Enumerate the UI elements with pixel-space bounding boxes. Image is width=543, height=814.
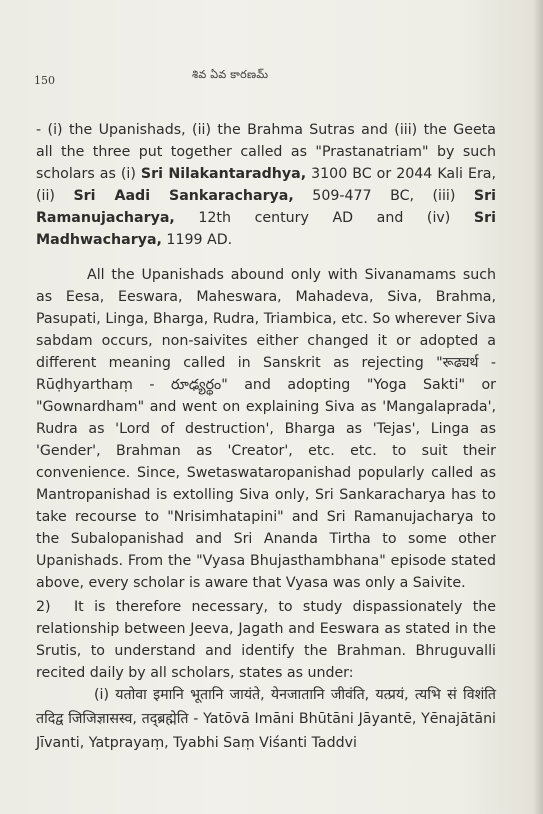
paragraph-1-text-5: 1199 AD. bbox=[161, 232, 233, 248]
paragraph-1-text-2: 3100 BC or 2044 Kali Era, (ii) bbox=[36, 166, 496, 204]
paragraph-2: All the Upanishads abound only with Sivanamams such as Eesa, Eeswara, Maheswara, Mahadeva, Siva, Brahma, Pasupati, Linga, Bharga, Rudra, Triambica, etc. So wherever Siva sabdam occurs, non-saivites either changed it or adopted a different meaning called in Sanskrit as rejecting "रूढ्यर्थ - Rūḍhyarthaṃ - రూఢ్యర్థం" and adopting "Yoga Sakti" or "Gownardham" and went on explaining Siva as 'Mangalaprada', Rudra as 'Lord of destruction', Bharga as 'Tejas', Linga as 'Gender', Brahman as 'Creator', etc. etc. to suit their convenience. Since, Swetaswataropanishad popularly called as Mantropanishad is extolling Siva only, Sri Sankaracharya has to take recourse to "Nrisimhatapini" and Sri Ramanujacharya to the Subalopanishad and Sri Ananda Tirtha to some other Upanishads. From the "Vyasa Bhujasthambhana" episode stated above, every scholar is aware that Vyasa was only a Saivite. bbox=[36, 267, 496, 591]
paragraph-3-text: It is therefore necessary, to study dispassionately the relationship between Jeeva, Jagath and Eeswara as stated in the Srutis, to understand and identify the Brahman. Bhruguvalli recited daily by all scholars, states as under: bbox=[36, 599, 496, 681]
scholar-name-2: Sri Aadi Sankaracharya, bbox=[73, 188, 294, 204]
paragraph-3 bbox=[36, 596, 496, 684]
paragraph-1-text-1: - (i) the Upanishads, (ii) the Brahma Sutras and (iii) the Geeta all the three put together called as "Prastanatriam" by such scholars as (i) bbox=[36, 122, 496, 182]
paragraph-number: 2) bbox=[36, 599, 51, 615]
paragraph-1-text-4: 12th century AD and (iv) bbox=[174, 210, 474, 226]
scholar-name-4: Sri Madhwacharya, bbox=[36, 210, 496, 248]
paragraph-1-text-3: 509-477 BC, (iii) bbox=[293, 188, 474, 204]
page-edge-shadow bbox=[533, 0, 543, 814]
running-head: శివ ఏవ కారణమ్ bbox=[192, 68, 269, 81]
scholar-name-3: Sri Ramanujacharya, bbox=[36, 188, 496, 226]
page-number: 150 bbox=[34, 74, 55, 87]
scholar-name-1: Sri Nilakantaradhya, bbox=[140, 166, 307, 182]
paragraph-1 bbox=[36, 119, 496, 251]
paragraph-4-quote: (i) यतोवा इमानि भूतानि जायंते, येनजातानि जीवंति, यत्प्रयं, त्यभि सं विशंति तदिद्व जिजिज्ञासस्व, तद्ब्रह्मेति - Yatōvā Imāni Bhūtāni Jāyantē, Yēnajātāni Jīvanti, Yatprayaṃ, Tyabhi Saṃ Viśanti Taddvi bbox=[36, 687, 496, 751]
